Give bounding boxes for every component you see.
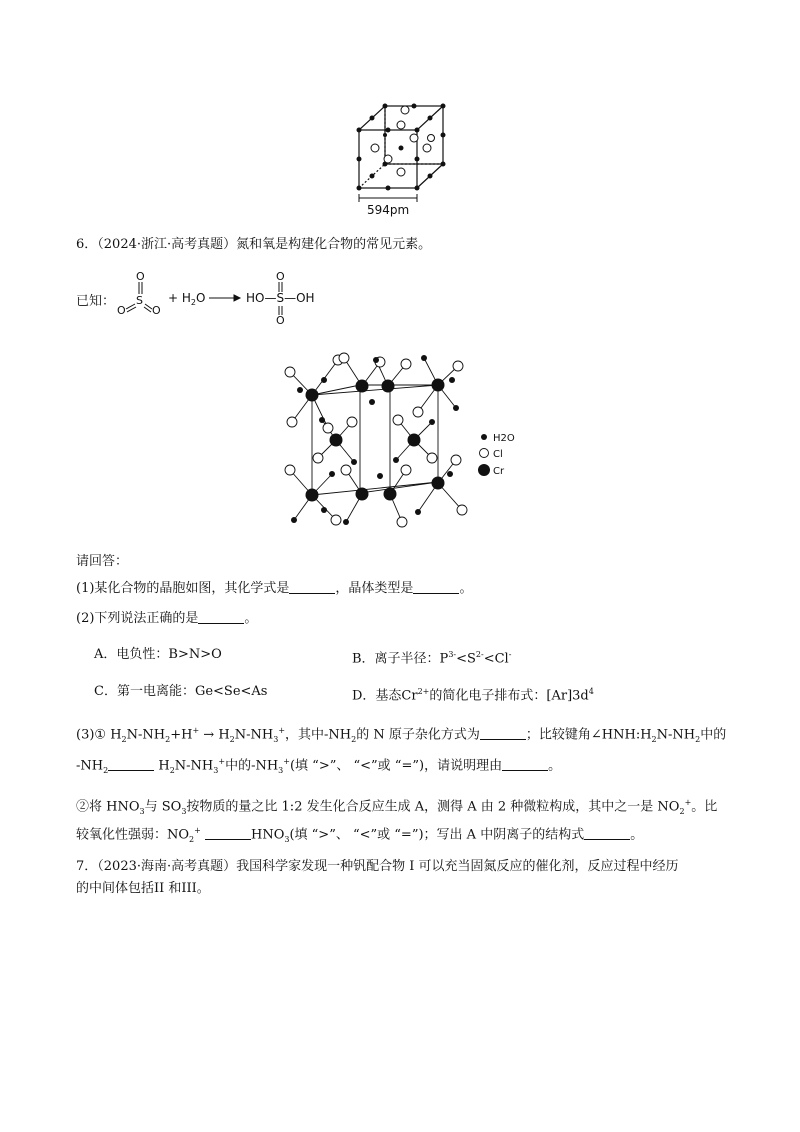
svg-text:O: O bbox=[276, 270, 285, 283]
blank-hybridization[interactable] bbox=[480, 727, 526, 740]
crystal-cell-figure-top bbox=[345, 98, 455, 220]
blank-bond-angle[interactable] bbox=[108, 758, 154, 771]
part-1: (1)某化合物的晶胞如图，其化学式是 ，晶体类型是 。 bbox=[76, 581, 473, 596]
answer-prompt: 请回答： bbox=[76, 554, 129, 569]
blank-crystal-type[interactable] bbox=[413, 581, 459, 594]
blank-oxidizing[interactable] bbox=[205, 827, 251, 840]
reaction-product: HO—S—OH bbox=[246, 291, 315, 305]
question-6-header: 6．（2024·浙江·高考真题）氮和氧是构建化合物的常见元素。 bbox=[76, 237, 432, 252]
legend-h2o-marker bbox=[481, 434, 487, 440]
legend-h2o-label: H2O bbox=[493, 433, 515, 444]
legend-cl-label: Cl bbox=[493, 449, 503, 460]
cr-complex-crystal-figure bbox=[280, 350, 530, 530]
lattice-parameter-label: 594pm bbox=[367, 203, 410, 217]
known-label: 已知： bbox=[76, 294, 116, 309]
option-c: C．第一电离能：Ge<Se<As bbox=[94, 684, 268, 699]
part-3-line-1: (3)① $H_2N-NH_2+H^+ \to H_2N-NH_3^+$，其中$-NH_2$的 N 原子杂化方式为 ；比较键角$\angle HNH:H_2N-NH_2$中的 bbox=[76, 726, 727, 744]
question-7-line-1: 7．（2023·海南·高考真题）我国科学家发现一种钒配合物 I 可以充当固氮反应的催化剂，反应过程中经历 bbox=[76, 859, 679, 874]
question-7-line-2: 的中间体包括II 和III。 bbox=[76, 881, 210, 896]
reaction-equation bbox=[112, 266, 352, 328]
legend-cr-label: Cr bbox=[493, 466, 505, 477]
blank-reason[interactable] bbox=[502, 758, 548, 771]
legend-cr-marker bbox=[478, 464, 490, 476]
part-3-line-3: ②将 $HNO_3$与 $SO_3$按物质的量之比 1:2 发生化合反应生成 A，测得 A 由 2 种微粒构成，其中之一是 $NO_2^+$。比 bbox=[76, 798, 718, 816]
svg-text:O: O bbox=[117, 304, 126, 317]
blank-formula[interactable] bbox=[289, 581, 335, 594]
blank-correct-option[interactable] bbox=[198, 611, 244, 624]
option-a: A．电负性：B>N>O bbox=[94, 647, 222, 662]
svg-text:O: O bbox=[276, 314, 285, 327]
part-2: (2)下列说法正确的是 。 bbox=[76, 611, 258, 626]
svg-text:+ H2O: + $H_2O$ bbox=[168, 291, 206, 307]
legend-cl-marker bbox=[480, 449, 489, 458]
svg-text:O: O bbox=[152, 304, 161, 317]
svg-text:O: O bbox=[136, 270, 145, 283]
svg-text:S: S bbox=[136, 294, 143, 307]
option-b: B．离子半径：$P^{3-}<S^{2-}<Cl^-$ bbox=[352, 650, 512, 667]
part-3-line-2: $-NH_2$ $H_2N-NH_3^+$中的$-NH_3^+$(填 “>”、 “<”或 “=”)，请说明理由 。 bbox=[76, 757, 562, 775]
option-d: D．基态$Cr^{2+}$的简化电子排布式：$[Ar]3d^4$ bbox=[352, 687, 594, 704]
blank-structure[interactable] bbox=[584, 827, 630, 840]
part-3-line-4: 较氧化性强弱：$NO_2^+$ $HNO_3$(填 “>”、 “<”或 “=”)；写出 A 中阴离子的结构式 。 bbox=[76, 826, 644, 844]
